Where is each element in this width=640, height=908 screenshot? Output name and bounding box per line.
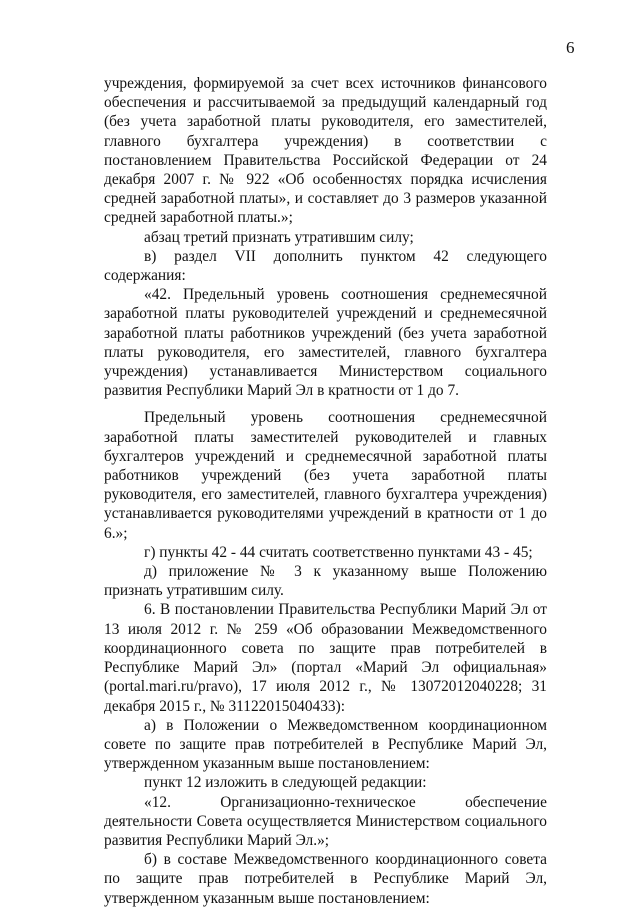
paragraph-predelnyj-uroven: Предельный уровень соотношения среднемесячной заработной платы заместителей руководителей и главных бухгалтеров учреждений и среднемесячной заработной платы работников учреждений (без учета заработной платы руководителя, его заместителей, главного бухгалтера учреждения) устанавливается руководителями учреждений в кратности от 1 до 6.»; [104, 409, 547, 542]
paragraph-punkt-12: «12. Организационно-техническое обеспечение деятельности Совета осуществляется Министерством социального развития Республики Марий Эл.»; [104, 793, 547, 849]
page-number: 6 [566, 38, 575, 57]
paragraph-item-g: г) пункты 42 - 44 считать соответственно пунктами 43 - 45; [144, 543, 533, 561]
paragraph-section-6: 6. В постановлении Правительства Республики Марий Эл от 13 июля 2012 г. № 259 «Об образовании Межведомственного координационного совета по защите прав потребителей в Республике Марий Эл» (портал «Марий Эл официальная» (portal.mari.ru/pravo), 17 июля 2012 г., № 13072012040228; 31 декабря 2015 г., № 31122015040433): [104, 601, 547, 715]
paragraph-item-a: а) в Положении о Межведомственном координационном совете по защите прав потребителей в Республике Марий Эл, утвержденном указанным выше постановлением: [104, 716, 547, 773]
paragraph-item-v: в) раздел VII дополнить пунктом 42 следующего содержания: [104, 247, 547, 285]
paragraph-abzac-tretij: абзац третий признать утратившим силу; [144, 228, 414, 246]
paragraph-item-b: б) в составе Межведомственного координационного совета по защите прав потребителей в Республике Марий Эл, утвержденном указанным выше постановлением: [104, 851, 547, 907]
paragraph-punkt-12-intro: пункт 12 изложить в следующей редакции: [144, 774, 427, 792]
document-body [104, 74, 547, 908]
paragraph-item-d: д) приложение № 3 к указанному выше Положению признать утратившим силу. [104, 563, 547, 600]
paragraph-punkt-42: «42. Предельный уровень соотношения среднемесячной заработной платы руководителей учреждений и среднемесячной заработной платы работников учреждений (без учета заработной платы руководителя, его заместителей, главного бухгалтера учреждения) устанавливается Министерством социального развития Республики Марий Эл в кратности от 1 до 7. [104, 286, 547, 400]
paragraph-continuation: учреждения, формируемой за счет всех источников финансового обеспечения и рассчитываемой за предыдущий календарный год (без учета заработной платы руководителя, его заместителей, главного бухгалтера учреждения) в соответствии с постановлением Правительства Российской Федерации от 24 декабря 2007 г. № 922 «Об особенностях порядка исчисления средней заработной платы», и составляет до 3 размеров указанной средней заработной платы.»; [104, 75, 547, 227]
